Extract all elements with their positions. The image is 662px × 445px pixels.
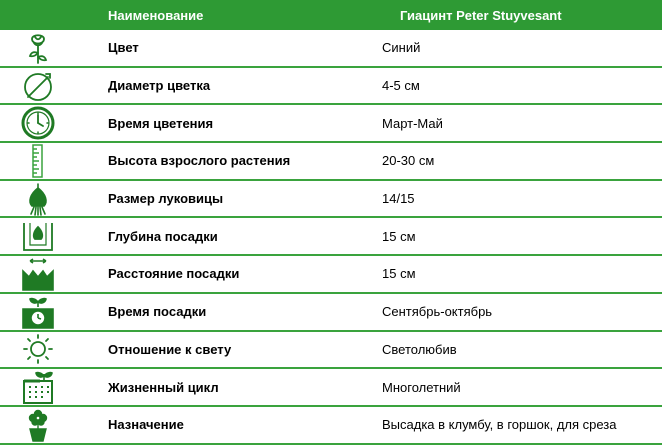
row-label: Размер луковицы: [108, 191, 224, 207]
ruler-icon: [20, 144, 56, 178]
row-label: Глубина посадки: [108, 228, 218, 244]
table-row: [0, 218, 662, 256]
row-icon-cell: [0, 30, 88, 66]
table-row: [0, 294, 662, 332]
row-label: Цвет: [108, 40, 139, 56]
diameter-icon: [20, 69, 56, 103]
header-name: Наименование: [108, 7, 204, 23]
row-label: Диаметр цветка: [108, 78, 211, 94]
row-label: Время посадки: [108, 304, 207, 320]
row-icon-cell: [0, 294, 88, 330]
row-label: Жизненный цикл: [108, 379, 219, 395]
row-value: 15 см: [382, 228, 416, 244]
table-row: [0, 369, 662, 407]
clock-icon: [20, 106, 56, 140]
table-row: [0, 332, 662, 370]
row-value: 20-30 см: [382, 153, 435, 169]
rose-icon: [20, 31, 56, 65]
row-icon-cell: [0, 181, 88, 217]
table-row: [0, 407, 662, 445]
row-value: 15 см: [382, 266, 416, 282]
row-icon-cell: [0, 105, 88, 141]
planting-depth-icon: [20, 219, 56, 253]
table-row: [0, 30, 662, 68]
row-icon-cell: [0, 369, 88, 405]
row-label: Назначение: [108, 417, 184, 433]
table-header: [0, 0, 662, 30]
row-value: Синий: [382, 40, 421, 56]
table-row: [0, 143, 662, 181]
row-value: Светолюбив: [382, 341, 457, 357]
flower-pot-icon: [20, 408, 56, 442]
row-value: Сентябрь-октябрь: [382, 304, 493, 320]
table-row: [0, 181, 662, 219]
row-label: Высота взрослого растения: [108, 153, 291, 169]
row-icon-cell: [0, 407, 88, 443]
row-value: Многолетний: [382, 379, 461, 395]
row-label: Отношение к свету: [108, 341, 232, 357]
row-value: Март-Май: [382, 115, 443, 131]
planting-distance-icon: [20, 257, 56, 291]
row-icon-cell: [0, 218, 88, 254]
row-value: 14/15: [382, 191, 415, 207]
row-label: Расстояние посадки: [108, 266, 240, 282]
row-icon-cell: [0, 68, 88, 104]
row-value: Высадка в клумбу, в горшок, для среза: [382, 417, 617, 433]
table-row: [0, 68, 662, 106]
header-value: Гиацинт Peter Stuyvesant: [400, 7, 562, 23]
row-value: 4-5 см: [382, 78, 420, 94]
bulb-icon: [20, 182, 56, 216]
row-icon-cell: [0, 332, 88, 368]
row-label: Время цветения: [108, 115, 214, 131]
row-icon-cell: [0, 143, 88, 179]
table-row: [0, 105, 662, 143]
row-icon-cell: [0, 256, 88, 292]
planting-time-icon: [20, 295, 56, 329]
sun-icon: [20, 332, 56, 366]
life-cycle-icon: [20, 370, 56, 404]
table-row: [0, 256, 662, 294]
